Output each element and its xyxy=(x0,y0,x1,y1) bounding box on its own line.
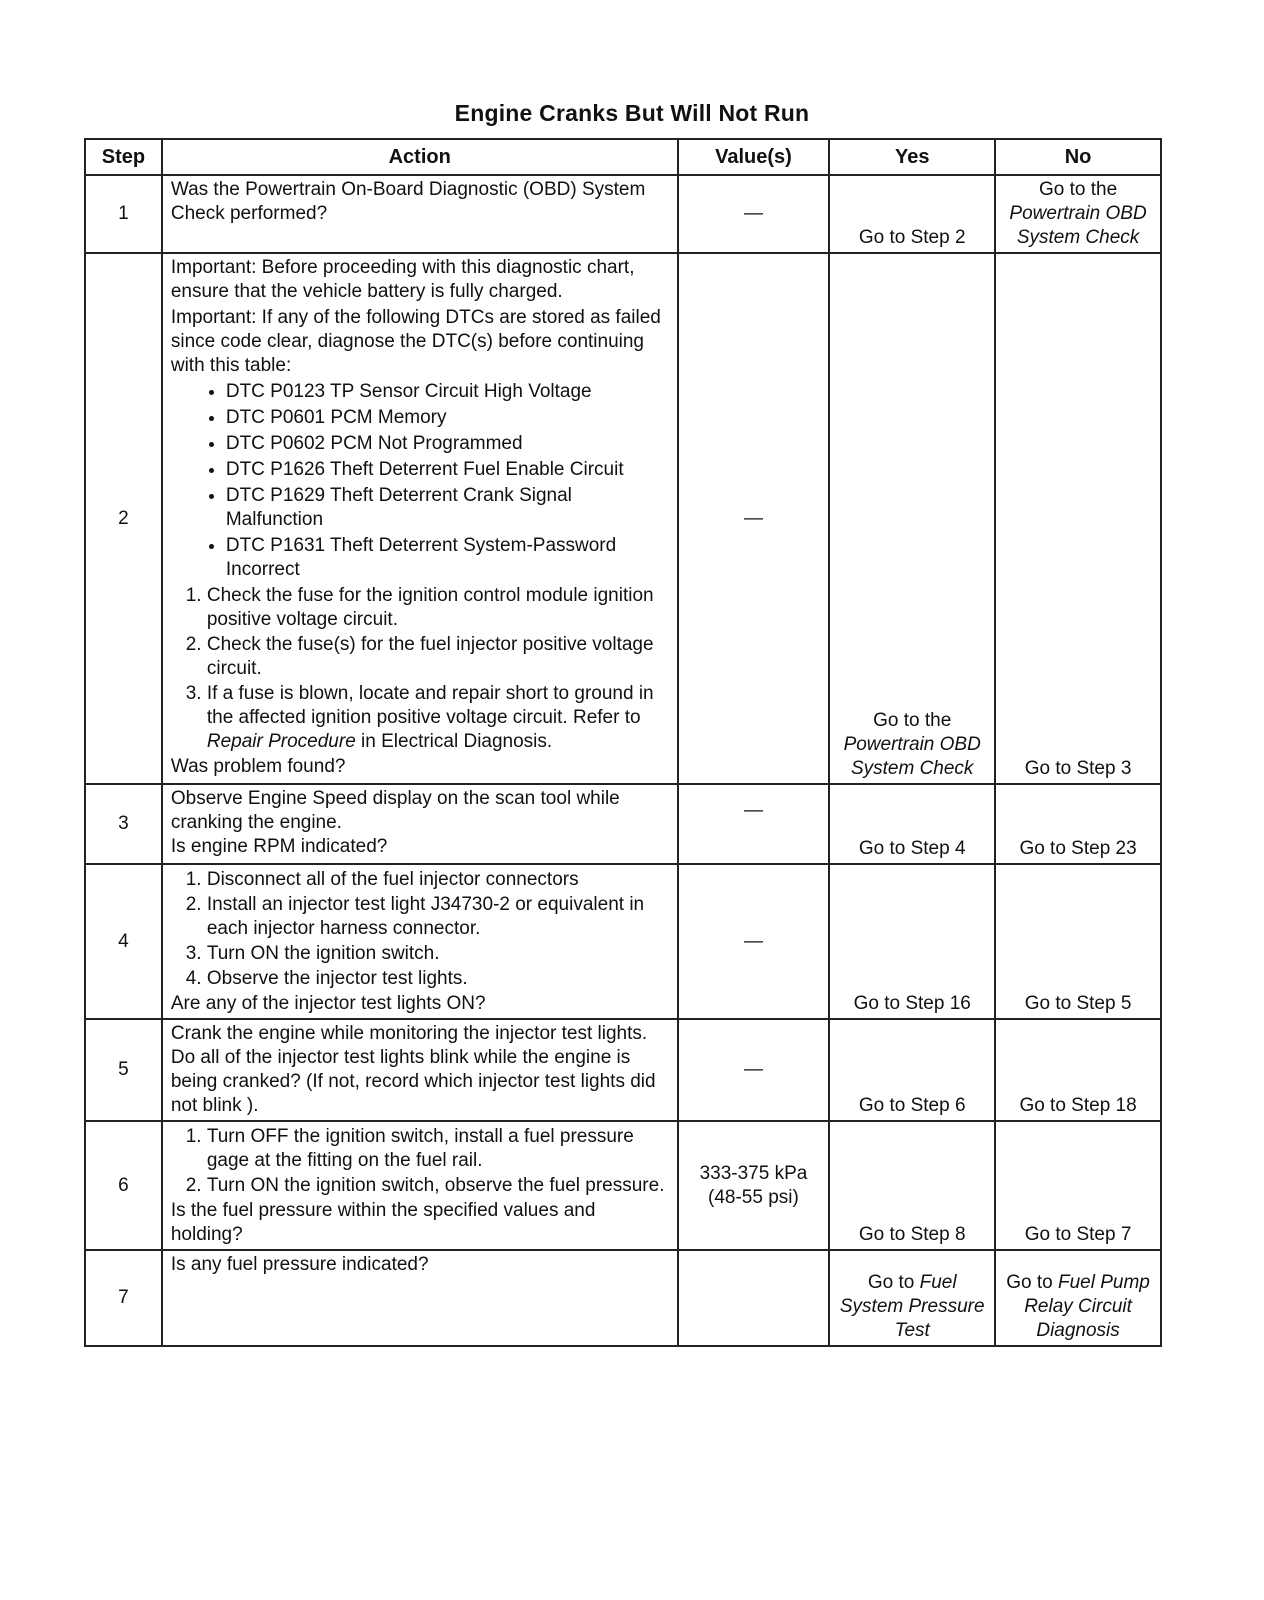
no-link: Fuel Pump Relay Circuit Diagnosis xyxy=(1024,1272,1150,1341)
yes-cell: Go to Step 16 xyxy=(829,864,995,1019)
yes-cell xyxy=(829,253,995,784)
step3-text-end: in Electrical Diagnosis. xyxy=(361,731,553,752)
step-number: 2 xyxy=(85,253,162,784)
procedure-list xyxy=(171,584,669,754)
action-cell xyxy=(162,784,678,864)
list-item: 1. Disconnect all of the fuel injector connectors xyxy=(207,868,669,892)
diagnostic-table xyxy=(84,138,1162,1347)
no-cell xyxy=(995,1250,1161,1346)
value-cell xyxy=(678,1250,830,1346)
values-column-header: Value(s) xyxy=(678,139,830,175)
yes-link: Fuel System Pressure Test xyxy=(839,1272,985,1341)
action-cell xyxy=(162,1121,678,1250)
no-cell: Go to Step 5 xyxy=(995,864,1161,1019)
value-cell: — xyxy=(678,784,830,864)
value-cell: — xyxy=(678,1019,830,1121)
yes-cell: Go to Step 2 xyxy=(829,175,995,253)
yes-prefix: Go to the xyxy=(873,710,952,731)
value-cell: — xyxy=(678,253,830,784)
procedure-list xyxy=(171,868,669,991)
question-text: Was problem found? xyxy=(170,756,346,777)
list-item: • DTC P0601 PCM Memory xyxy=(226,406,669,430)
yes-cell: Go to Step 8 xyxy=(829,1121,995,1250)
no-link: Powertrain OBD System Check xyxy=(1009,203,1147,248)
no-cell: Go to Step 3 xyxy=(995,253,1161,784)
list-item: • DTC P1626 Theft Deterrent Fuel Enable Circuit xyxy=(226,458,669,482)
instruction-text: Crank the engine while monitoring the injector test lights. xyxy=(170,1023,648,1044)
important-note: Important: Before proceeding with this diagnostic chart, ensure that the vehicle battery is fully charged. xyxy=(170,257,635,302)
list-item: 2. Check the fuse(s) for the fuel injector positive voltage circuit. xyxy=(207,633,669,681)
list-item: 1. Check the fuse for the ignition control module ignition positive voltage circuit. xyxy=(207,584,669,632)
yes-cell xyxy=(829,1250,995,1346)
no-cell: Go to Step 7 xyxy=(995,1121,1161,1250)
no-cell: Go to Step 18 xyxy=(995,1019,1161,1121)
step-column-header: Step xyxy=(85,139,162,175)
pressure-kpa: 333-375 kPa xyxy=(699,1162,808,1184)
value-cell: — xyxy=(678,864,830,1019)
dtc-list xyxy=(171,380,669,582)
no-cell xyxy=(995,175,1161,253)
instruction-text: Observe Engine Speed display on the scan tool while cranking the engine. xyxy=(170,788,620,833)
question-text: Is any fuel pressure indicated? xyxy=(170,1254,429,1275)
list-item: • DTC P0123 TP Sensor Circuit High Voltage xyxy=(226,380,669,404)
page-title: Engine Cranks But Will Not Run xyxy=(454,100,810,126)
list-item: 3. Turn ON the ignition switch. xyxy=(207,942,669,966)
table-header-row xyxy=(85,139,1161,175)
step-number: 3 xyxy=(85,784,162,864)
no-prefix: Go to xyxy=(1006,1272,1053,1293)
question-text: Was the Powertrain On-Board Diagnostic (OBD) System Check performed? xyxy=(170,179,646,224)
step-number: 4 xyxy=(85,864,162,1019)
step-number: 7 xyxy=(85,1250,162,1346)
value-cell xyxy=(678,1121,830,1250)
no-column-header: No xyxy=(995,139,1161,175)
action-column-header: Action xyxy=(162,139,678,175)
list-item: • DTC P1629 Theft Deterrent Crank Signal Malfunction xyxy=(226,484,669,532)
list-item: 2. Install an injector test light J34730-2 or equivalent in each injector harness connector. xyxy=(207,893,669,941)
step3-text: If a fuse is blown, locate and repair short to ground in the affected ignition positive voltage circuit. Refer to xyxy=(206,683,654,728)
table-row xyxy=(85,175,1161,253)
step-number: 1 xyxy=(85,175,162,253)
yes-link: Powertrain OBD System Check xyxy=(843,734,981,779)
pressure-psi: (48-55 psi) xyxy=(708,1186,799,1208)
table-row xyxy=(85,864,1161,1019)
question-text: Is engine RPM indicated? xyxy=(170,836,388,857)
action-cell xyxy=(162,1019,678,1121)
step-number: 6 xyxy=(85,1121,162,1250)
table-row xyxy=(85,1121,1161,1250)
action-cell xyxy=(162,253,678,784)
list-item: 4. Observe the injector test lights. xyxy=(207,967,669,991)
list-item: • DTC P1631 Theft Deterrent System-Password Incorrect xyxy=(226,534,669,582)
procedure-list xyxy=(171,1125,669,1198)
value-cell: — xyxy=(678,175,830,253)
list-item: 2. Turn ON the ignition switch, observe the fuel pressure. xyxy=(207,1174,669,1198)
list-item: 1. Turn OFF the ignition switch, install a fuel pressure gage at the fitting on the fuel rail. xyxy=(207,1125,669,1173)
list-item: • DTC P0602 PCM Not Programmed xyxy=(226,432,669,456)
table-row xyxy=(85,1250,1161,1346)
action-cell xyxy=(162,1250,678,1346)
no-prefix: Go to the xyxy=(1038,179,1118,200)
list-item xyxy=(207,682,669,754)
table-row xyxy=(85,784,1161,864)
question-text: Is the fuel pressure within the specified values and holding? xyxy=(170,1200,596,1245)
question-text: Do all of the injector test lights blink while the engine is being cranked? (If not, record which injector test lights did not blink ). xyxy=(170,1047,656,1116)
yes-cell: Go to Step 4 xyxy=(829,784,995,864)
yes-cell: Go to Step 6 xyxy=(829,1019,995,1121)
yes-prefix: Go to xyxy=(867,1272,915,1293)
table-row xyxy=(85,253,1161,784)
yes-column-header: Yes xyxy=(829,139,995,175)
repair-procedure-link: Repair Procedure xyxy=(206,731,356,752)
question-text: Are any of the injector test lights ON? xyxy=(170,993,486,1014)
action-cell xyxy=(162,175,678,253)
step-number: 5 xyxy=(85,1019,162,1121)
no-cell: Go to Step 23 xyxy=(995,784,1161,864)
action-cell xyxy=(162,864,678,1019)
important-note: Important: If any of the following DTCs are stored as failed since code clear, diagnose the DTC(s) before continuing with this table: xyxy=(170,307,661,376)
table-row xyxy=(85,1019,1161,1121)
